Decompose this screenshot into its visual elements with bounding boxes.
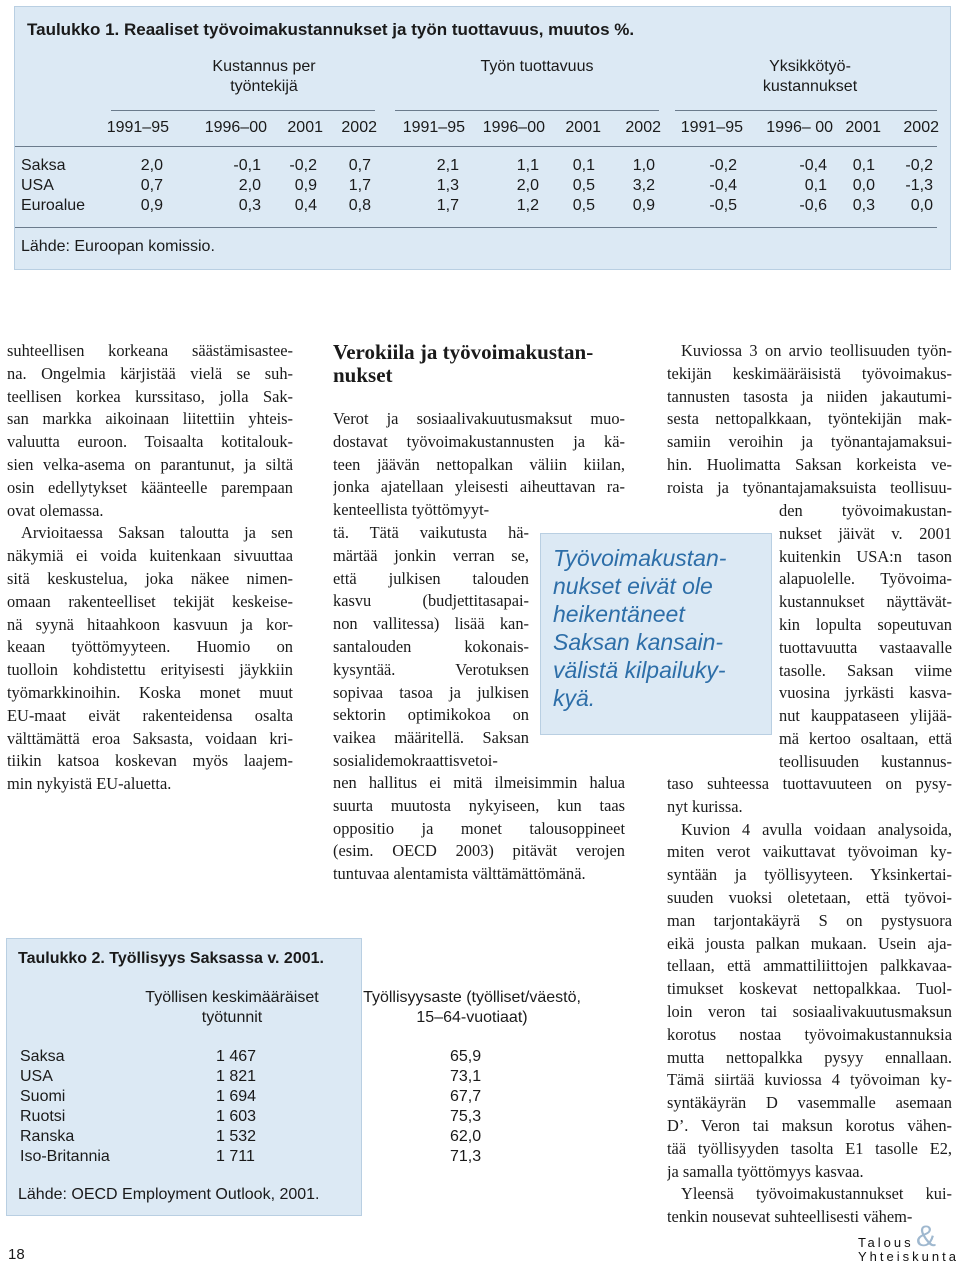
rate-value: 73,1 [450,1068,482,1085]
text-line: mutta nettopalkka pysyy ennallaan. [667,1047,952,1067]
text-line: osin edellytykset käänteelle parempaan [7,477,293,497]
row-label: Euroalue [21,197,86,214]
text-line: kenteellista työttömyyt- [333,500,490,520]
text-line: keaan työttömyyteen. Huomio on [7,637,293,657]
text-line: suhteellisen korkeana säästämisastee- [7,341,293,360]
table-1-cell: 3,2 [632,177,655,194]
article-column-2-narrow [333,522,529,773]
group-label-line: työntekijä [230,78,298,95]
text-line: teollisuuden kustannus- [779,751,952,771]
year-header: 1991–95 [680,119,743,136]
table-1-cell: -0,2 [289,157,317,174]
group-label-line: kustannukset [762,78,858,95]
hours-value: 1 603 [216,1108,257,1125]
group-rule [395,110,659,111]
table-1-cell: 1,3 [436,177,459,194]
table-1-cell: 0,9 [140,197,163,214]
logo-line: Talous [858,1235,914,1250]
table-1-cell: 0,8 [348,197,371,214]
text-line: Verot ja sosiaalivakuutusmaksut muo- [333,409,625,428]
table-2-row [20,1148,520,1168]
text-line: kuitenkin USA:n tason [779,546,952,566]
row-label: Ranska [20,1128,75,1145]
year-header: 2002 [625,119,661,136]
text-line: teen jäävän nettopalkan väliin kiilan, [333,454,625,474]
text-line: mä kertoo osaltaan, että [779,728,952,748]
text-line: nut kauppataseen ylijää- [779,706,952,726]
table-1-group-unit-cost [725,57,895,97]
table-1-cell: 0,7 [140,177,163,194]
text-line: kustannukset näyttävät- [779,592,952,612]
hours-value: 1 821 [216,1068,257,1085]
article-column-2-top [333,408,625,522]
text-line: D’. Veron tai maksun korotus vähen- [667,1115,952,1135]
group-rule [675,110,937,111]
text-line: sitä keskustelua, joka näkee nimen- [7,568,293,588]
text-line: työmarkkinoihin. Koska monet muut [7,682,293,702]
table-2-title: Taulukko 2. Työllisyys Saksassa v. 2001. [18,950,324,967]
text-line: vuosina jyrkästi kasva- [779,683,952,703]
text-line: suurta muutosta nykyiseen, kun taas [333,795,625,815]
page-number: 18 [8,1246,25,1263]
text-line: nä syynä hitaahkoon kasvuun ja kor- [7,614,293,634]
table-2-row [20,1048,520,1068]
publication-logo [858,1220,959,1264]
text-line: tenkin nousevat suhteellisesti vähem- [667,1207,913,1227]
table-1-cell: 0,3 [852,197,875,214]
article-column-1 [7,340,293,796]
pull-quote-line: kyä. [553,685,596,711]
table-2-row [20,1128,520,1148]
hours-value: 1 467 [216,1048,257,1065]
table-1-cell: 0,0 [852,177,875,194]
text-line: miten verot vaikuttavat työvoiman ky- [667,842,952,862]
text-line: timukset koskevat nettopalkkaa. Tuol- [667,979,952,999]
text-line: suuden vuoksi oletetaan, että työvoi- [667,887,952,907]
row-label: Saksa [20,1048,65,1065]
text-line: tuolloin kohdistettu erityisesti jäykkiin [7,660,293,680]
text-line: kysyntää. Verotuksen [333,659,529,679]
text-line: Kuviossa 3 on arvio teollisuuden työn- [681,341,952,360]
year-header: 1996– 00 [766,119,833,136]
text-line: santalouden kokonais- [333,636,529,656]
table-1-cell: 0,5 [572,177,595,194]
table-2-source: Lähde: OECD Employment Outlook, 2001. [18,1186,320,1203]
text-line: tannusten tasosta ja niiden jakautumi- [667,386,952,406]
text-line: oppositio ja monet talousoppineet [333,818,625,838]
table-2-body [20,1048,520,1172]
article-column-3-top [667,340,952,500]
text-line: sien velka-asema on parantunut, ja siltä [7,454,293,474]
text-line: non vallitessa) lisää kan- [333,614,529,634]
table-1-cell: 0,5 [572,197,595,214]
text-line: hin. Huolimatta Saksan korkeista ve- [667,454,952,474]
table-1-cell: 2,0 [238,177,261,194]
table-1-row [21,197,943,217]
table-2 [6,938,581,1216]
year-header: 2002 [341,119,377,136]
article-column-2-bottom [333,772,625,886]
table-1-cell: 2,0 [140,157,163,174]
text-line: nukset jäivät v. 2001 [779,523,952,543]
text-line: sektorin optimikokoa on [333,705,529,725]
rate-value: 71,3 [450,1148,482,1165]
text-line: tellaan, että ammattiliittojen palkkavaa- [667,956,952,976]
table-1-cell: 1,7 [348,177,371,194]
table-1-cell: -0,2 [709,157,737,174]
table-1-cell: 0,4 [294,197,317,214]
col-header-line: työtunnit [201,1009,263,1026]
table-1-cell: 1,0 [632,157,655,174]
text-line: den työvoimakustan- [779,501,952,520]
text-line: eikä jousta palkan mukaan. Usein aja- [667,933,952,953]
rate-value: 75,3 [450,1108,482,1125]
table-1-row [21,177,943,197]
text-line: samiin veroihin ja työnantajamaksui- [667,432,952,452]
text-line: Tämä siirtää kuviossa 4 työvoiman ky- [667,1070,952,1090]
table-1-cell: -1,3 [905,177,933,194]
text-line: man tarjontakäyrä S on pystysuora [667,910,952,930]
row-label: Ruotsi [20,1108,66,1125]
text-line: vaikea määritellä. Saksan [333,728,529,748]
table-1-group-cost [189,57,339,97]
text-line: ovat olemassa. [7,500,104,520]
text-line: sosialidemokraattisvetoi- [333,750,498,770]
row-label: USA [21,177,54,194]
year-header: 2001 [845,119,881,136]
group-rule [111,110,375,111]
text-line: Kuvion 4 avulla voidaan analysoida, [681,819,952,839]
text-line: Arvioitaessa Saksan taloutta ja sen [21,523,293,543]
heading-line: Verokiila ja työvoimakustan- [333,340,594,364]
text-line: syntäkäyrän D vasemmalle asemaan [667,1093,952,1113]
text-line: märtää jonkin verran se, [333,545,529,565]
table-1-cell: -0,2 [905,157,933,174]
table-2-row [20,1068,520,1088]
table-2-row [20,1088,520,1108]
table-1-title: Taulukko 1. Reaaliset työvoimakustannukset ja työn tuottavuus, muutos %. [27,20,635,39]
footer-rule [15,227,937,228]
table-1-cell: 0,3 [238,197,261,214]
row-label: Saksa [21,157,66,174]
table-1-cell: 0,1 [852,157,875,174]
year-header: 1996–00 [204,119,267,136]
text-line: että julkisen talouden [333,568,529,588]
text-line: välttämättä eroa Saksasta, voidaan kri- [7,728,293,748]
hours-value: 1 694 [216,1088,257,1105]
table-1 [14,6,951,270]
table-1-body [21,157,943,221]
table-1-cell: 1,1 [516,157,539,174]
logo-ampersand: & [916,1220,937,1253]
text-line: omaan rakenteelliset tekijät keskeise- [7,591,293,611]
pull-quote-line: heikentäneet [553,601,685,627]
group-label-line: Yksikkötyö- [769,58,851,75]
header-rule [15,146,937,147]
table-1-source: Lähde: Euroopan komissio. [21,238,215,255]
text-line: tää työllisyyden tasolta E1 tasolle E2, [667,1138,952,1158]
table-2-col-hours [128,988,336,1028]
article-column-3-bottom [667,773,952,1229]
text-line: alapuolelle. Työvoima- [779,569,952,589]
heading-line: nukset [333,363,393,387]
text-line: näkymiä ei voida kuitenkaan sivuuttaa [7,546,293,566]
text-line: sesta nettopalkkaan, työntekijän mak- [667,409,952,429]
group-label-line: Työn tuottavuus [480,58,594,75]
group-label-line: Kustannus per [212,58,316,75]
col-header-line: 15–64-vuotiaat) [416,1009,528,1026]
text-line: na. Ongelmia kärjistää vielä se suh- [7,363,293,383]
text-line: roista ja työnantajamaksuista teollisuu- [667,477,952,497]
rate-value: 62,0 [450,1128,482,1145]
text-line: tuottavuutta vastaavalle [779,637,952,657]
text-line: korotus nostaa työvoimakustannuksia [667,1024,952,1044]
col-header-line: Työllisyysaste (työlliset/väestö, [363,989,581,1006]
year-header: 2001 [287,119,323,136]
table-1-cell: -0,4 [709,177,737,194]
table-1-cell: 0,9 [294,177,317,194]
hours-value: 1 711 [216,1148,255,1165]
text-line: Yleensä työvoimakustannukset kui- [681,1184,952,1204]
table-1-cell: 0,7 [348,157,371,174]
row-label: Suomi [20,1088,66,1105]
table-1-row [21,157,943,177]
table-1-cell: -0,1 [233,157,261,174]
table-1-cell: 2,0 [516,177,539,194]
pull-quote-line: Työvoimakustan- [553,545,727,571]
article-column-3-narrow [779,500,952,774]
text-line: jonka ajatellaan yleisesti aiheuttavan ra- [333,477,625,497]
table-1-cell: 0,1 [804,177,827,194]
text-line: teellisen korkea kurssitaso, jolla Sak- [7,386,293,406]
pull-quote-line: Saksan kansain- [553,629,724,655]
logo-line: Yhteiskunta [858,1249,959,1264]
pull-quote [540,533,772,735]
table-1-cell: 0,9 [632,197,655,214]
row-label: Iso-Britannia [20,1148,110,1165]
pull-quote-line: välistä kilpailuky- [553,657,726,683]
text-line: syntään ja työllisyyteen. Yksinkertai- [667,865,952,885]
col-header-line: Työllisen keskimääräiset [145,989,319,1006]
rate-value: 67,7 [450,1088,482,1105]
table-1-cell: 1,7 [436,197,459,214]
text-line: tekijän keskimääräisistä työvoimakus- [667,363,952,383]
text-line: taso suhteessa tuottavuuteen on pysy- [667,774,952,793]
year-header: 2002 [903,119,939,136]
text-line: (esim. OECD 2003) pitävät verojen [333,841,625,861]
text-line: san markka aikoinaan liitettiin yhteis- [7,409,293,429]
text-line: tiikin katsoa koskevan myös laajem- [7,751,293,771]
table-2-row [20,1108,520,1128]
text-line: min nykyistä EU-aluetta. [7,774,172,794]
text-line: EU-maat eivät rakenteidensa osalta [7,705,293,725]
text-line: valuutta euroon. Toisaalta kotitalouk- [7,432,293,452]
table-1-cell: 0,0 [910,197,933,214]
row-label: USA [20,1068,53,1085]
table-1-cell: -0,5 [709,197,737,214]
year-header: 2001 [565,119,601,136]
year-header: 1991–95 [106,119,169,136]
text-line: kasvu (budjettitasapai- [333,591,529,611]
table-1-group-productivity [447,57,627,77]
table-1-year-header [15,119,952,141]
rate-value: 65,9 [450,1048,482,1065]
year-header: 1996–00 [482,119,545,136]
pull-quote-line: nukset eivät ole [553,573,713,599]
year-header: 1991–95 [402,119,465,136]
text-line: tasolle. Saksan viime [779,660,952,680]
table-1-cell: 2,1 [436,157,459,174]
text-line: ja samalla työttömyys kasvaa. [667,1161,864,1181]
hours-value: 1 532 [216,1128,257,1145]
table-1-cell: 0,1 [572,157,595,174]
text-line: sopivaa tasoa ja julkisen [333,682,529,702]
text-line: tä. Tätä vaikutusta hä- [333,523,529,542]
table-2-col-rate [342,988,602,1028]
text-line: nyt kurissa. [667,796,743,816]
table-1-cell: 1,2 [516,197,539,214]
text-line: tuntuvaa alentamista välttämättömänä. [333,864,586,884]
text-line: kin lopulta sopeutuvan [779,614,952,634]
section-heading [333,341,633,387]
text-line: loin veron tai sosiaalivakuutusmaksun [667,1001,952,1021]
text-line: dostavat työvoimakustannusten ja kä- [333,431,625,451]
table-1-cell: -0,6 [799,197,827,214]
table-1-cell: -0,4 [799,157,827,174]
text-line: nen hallitus ei mitä ilmeisimmin halua [333,773,625,792]
